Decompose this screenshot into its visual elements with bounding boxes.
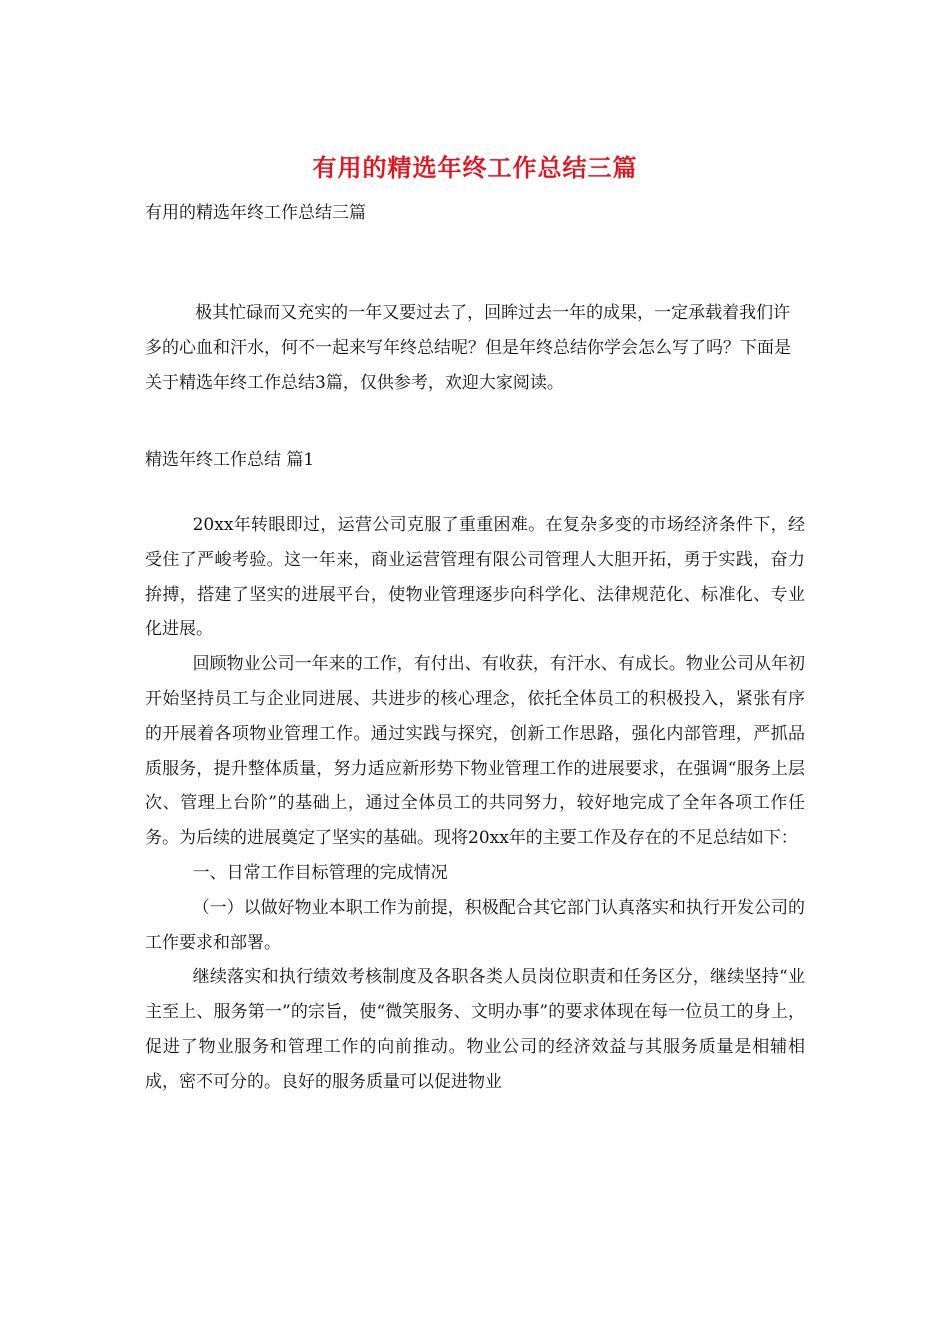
document-subtitle: 有用的精选年终工作总结三篇 (145, 203, 366, 223)
body-paragraph-5: 继续落实和执行绩效考核制度及各职各类人员岗位职责和任务区分，继续坚持“业主至上、服务第一”的宗旨，使“微笑服务、文明办事”的要求体现在每一位员工的身上，促进了物业服务和管理工作的向前推动。物业公司的经济效益与其服务质量是相辅相成，密不可分的。良好的服务质量可以促进物业 (145, 967, 805, 1092)
intro-block (145, 296, 805, 401)
document-title: 有用的精选年终工作总结三篇 (312, 153, 638, 182)
body-paragraph-4: （一）以做好物业本职工作为前提，积极配合其它部门认真落实和执行开发公司的工作要求和部署。 (145, 897, 805, 953)
body-paragraph-2: 回顾物业公司一年来的工作，有付出、有收获，有汗水、有成长。物业公司从年初开始坚持员工与企业同进展、共进步的核心理念，依托全体员工的积极投入，紧张有序的开展着各项物业管理工作。通过实践与探究，创新工作思路，强化内部管理，严抓品质服务，提升整体质量，努力适应新形势下物业管理工作的进展要求，在强调“服务上层次、管理上台阶”的基础上，通过全体员工的共同努力，较好地完成了全年各项工作任务。为后续的进展奠定了坚实的基础。现将20xx年的主要工作及存在的不足总结如下： (145, 654, 805, 849)
body-paragraph-3: 一、日常工作目标管理的完成情况 (192, 862, 448, 883)
section-heading: 精选年终工作总结 篇1 (145, 450, 315, 470)
intro-paragraph: 极其忙碌而又充实的一年又要过去了，回眸过去一年的成果，一定承载着我们许多的心血和汗水，何不一起来写年终总结呢？但是年终总结你学会怎么写了吗？下面是关于精选年终工作总结3篇，仅供参考，欢迎大家阅读。 (145, 303, 791, 393)
body-text (145, 508, 805, 1100)
body-paragraph-1: 20xx年转眼即过，运营公司克服了重重困难。在复杂多变的市场经济条件下，经受住了严峻考验。这一年来，商业运营管理有限公司管理人大胆开拓，勇于实践，奋力拚搏，搭建了坚实的进展平台，使物业管理逐步向科学化、法律规范化、标准化、专业化进展。 (145, 515, 805, 640)
